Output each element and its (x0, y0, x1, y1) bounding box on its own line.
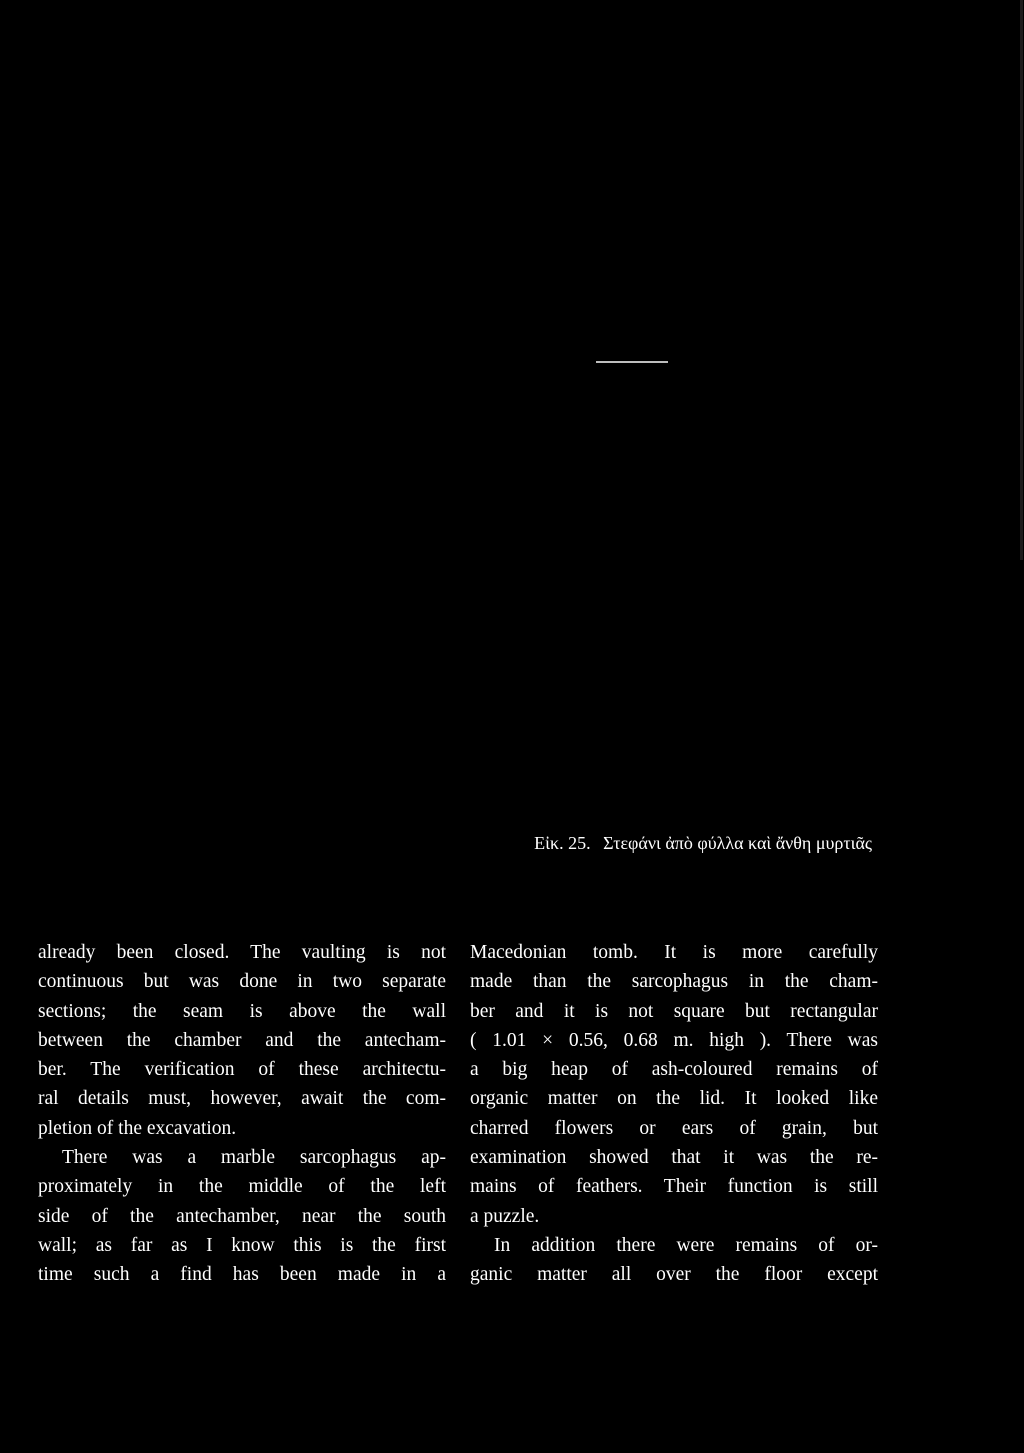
text-line: pletion of the excavation. (38, 1117, 237, 1139)
text-line: made than the sarcophagus in the cham- (470, 971, 878, 993)
text-line: already been closed. The vaulting is not (38, 942, 446, 963)
figure-caption (534, 833, 872, 854)
figure-number: Εἰκ. 25. (534, 833, 591, 853)
figure-edge (1020, 0, 1023, 560)
text-line: a puzzle. (470, 1205, 540, 1227)
figure-scratch-mark (596, 361, 668, 363)
text-line: ber and it is not square but rectangular (470, 1000, 878, 1022)
figure-caption-text: Στεφάνι ἀπὸ φύλλα καὶ ἄνθη μυρτιᾶς (603, 833, 872, 853)
text-line: There was a marble sarcophagus ap- (62, 1147, 446, 1169)
text-line: ral details must, however, await the com- (38, 1088, 446, 1110)
text-line: proximately in the middle of the left (38, 1176, 446, 1198)
text-line: side of the antechamber, near the south (38, 1205, 446, 1227)
text-line: examination showed that it was the re- (470, 1147, 878, 1169)
text-line: continuous but was done in two separate (38, 971, 446, 993)
text-line: ber. The verification of these architectu- (38, 1059, 446, 1081)
text-line: mains of feathers. Their function is still (470, 1176, 878, 1198)
text-column-left (38, 938, 446, 1290)
text-line: Macedonian tomb. It is more carefully (470, 942, 878, 963)
text-line: between the chamber and the antecham- (38, 1029, 446, 1051)
text-line: a big heap of ash-coloured remains of (470, 1059, 878, 1081)
text-line: charred flowers or ears of grain, but (470, 1117, 878, 1139)
text-column-right (470, 938, 878, 1290)
text-line: sections; the seam is above the wall (38, 1000, 446, 1022)
text-line: organic matter on the lid. It looked like (470, 1088, 878, 1110)
text-line: time such a find has been made in a (38, 1264, 446, 1286)
text-line: In addition there were remains of or- (494, 1234, 878, 1256)
text-line: ganic matter all over the floor except (470, 1264, 878, 1286)
text-line: wall; as far as I know this is the first (38, 1234, 446, 1256)
text-line: ( 1.01 × 0.56, 0.68 m. high ). There was (470, 1029, 878, 1051)
